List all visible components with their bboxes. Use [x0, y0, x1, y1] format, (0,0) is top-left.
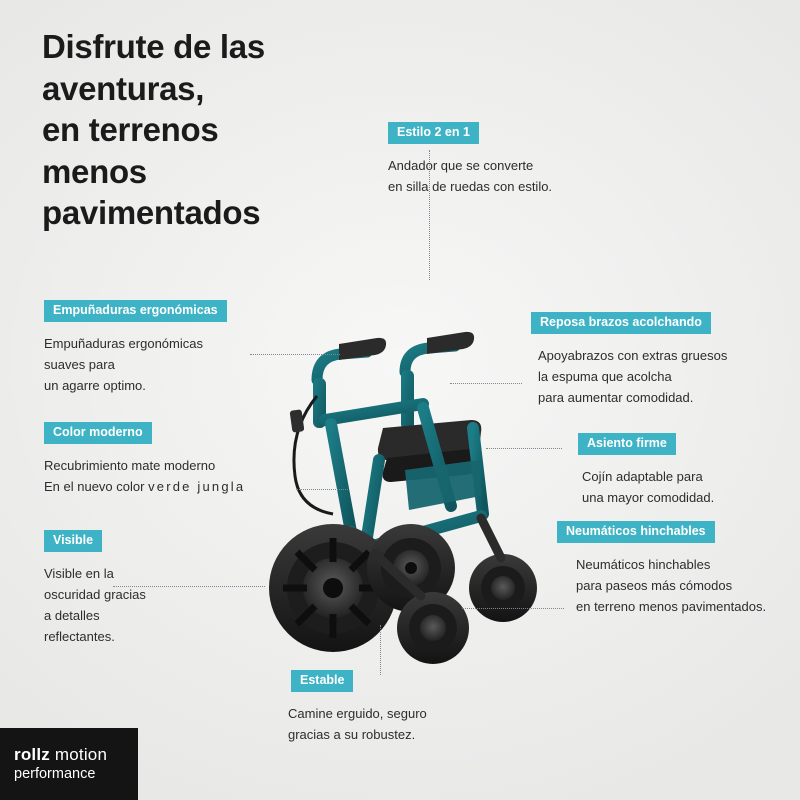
callout-tag-empunaduras-ergonomicas: Empuñaduras ergonómicas: [44, 300, 227, 322]
callout-body-visible: [44, 563, 146, 647]
callout-line: gracias a su robustez.: [288, 726, 416, 742]
callout-visible: [44, 530, 146, 647]
callout-estable: [288, 670, 427, 745]
callout-tag-estilo-2-en-1: Estilo 2 en 1: [388, 122, 479, 144]
handle-right: [401, 332, 474, 430]
brand-logo-top: [14, 745, 138, 765]
callout-line: Cojín adaptable para: [582, 468, 703, 484]
callout-body-reposa-brazos-acolchando: [538, 345, 727, 408]
callout-line: una mayor comodidad.: [582, 489, 715, 505]
connector-reposa-brazos: [450, 383, 522, 384]
title-line-4: menos: [42, 152, 147, 190]
callout-line: la espuma que acolcha: [538, 368, 672, 384]
callout-body-estilo-2-en-1: [388, 155, 552, 197]
callout-tag-neumaticos-hinchables: Neumáticos hinchables: [557, 521, 715, 543]
brand-name-secondary: motion: [49, 745, 108, 765]
callout-color-moderno: [44, 422, 245, 497]
callout-tag-estable: Estable: [291, 670, 353, 692]
callout-line: Andador que se converte: [388, 157, 534, 173]
highlight-color-name: verde jungla: [148, 478, 246, 494]
wheel-right-small: [469, 554, 537, 622]
callout-neumaticos-hinchables: [557, 521, 766, 617]
callout-line: Neumáticos hinchables: [576, 556, 711, 572]
connector-empunaduras: [250, 354, 340, 355]
title-line-3: en terrenos: [42, 111, 219, 149]
wheel-front-small: [397, 592, 469, 664]
callout-line: Recubrimiento mate moderno: [44, 457, 216, 473]
callout-body-asiento-firme: [582, 466, 714, 508]
title-line-2: aventuras,: [42, 69, 205, 107]
callout-tag-reposa-brazos-acolchando: Reposa brazos acolchando: [531, 312, 711, 334]
callout-empunaduras-ergonomicas: [44, 300, 227, 396]
callout-line: Camine erguido, seguro: [288, 705, 427, 721]
callout-line: Empuñaduras ergonómicas: [44, 335, 203, 351]
brand-tagline: performance: [14, 765, 96, 782]
callout-line: para aumentar comodidad.: [538, 389, 694, 405]
title-line-1: Disfrute de las: [42, 28, 265, 65]
callout-body-neumaticos-hinchables: [576, 554, 766, 617]
callout-line: en terreno menos pavimentados.: [576, 598, 767, 614]
connector-neumaticos: [462, 608, 564, 609]
connector-estable: [380, 625, 381, 675]
connector-asiento: [486, 448, 562, 449]
callout-line: en silla de ruedas con estilo.: [388, 178, 553, 194]
brand-name-primary: rollz: [14, 745, 50, 765]
callout-line: En el nuevo color verde jungla: [44, 478, 246, 494]
page-title: [42, 26, 372, 234]
callout-tag-asiento-firme: Asiento firme: [578, 433, 676, 455]
callout-reposa-brazos-acolchando: [531, 312, 727, 408]
callout-tag-visible: Visible: [44, 530, 102, 552]
callout-line: a detalles: [44, 607, 100, 623]
brand-logo: [0, 728, 138, 800]
callout-body-empunaduras-ergonomicas: [44, 333, 227, 396]
callout-tag-color-moderno: Color moderno: [44, 422, 152, 444]
title-line-5: pavimentados: [42, 194, 261, 232]
callout-line: oscuridad gracias: [44, 586, 146, 602]
product-illustration: [255, 300, 565, 690]
callout-asiento-firme: [578, 433, 714, 508]
callout-line: un agarre optimo.: [44, 377, 146, 393]
callout-line: suaves para: [44, 356, 115, 372]
callout-line: Visible en la: [44, 565, 114, 581]
callout-estilo-2-en-1: [388, 122, 552, 197]
callout-line: reflectantes.: [44, 628, 115, 644]
callout-body-color-moderno: [44, 455, 245, 497]
connector-color: [296, 489, 348, 490]
callout-body-estable: [288, 703, 427, 745]
callout-line: Apoyabrazos con extras gruesos: [538, 347, 728, 363]
callout-line: para paseos más cómodos: [576, 577, 733, 593]
